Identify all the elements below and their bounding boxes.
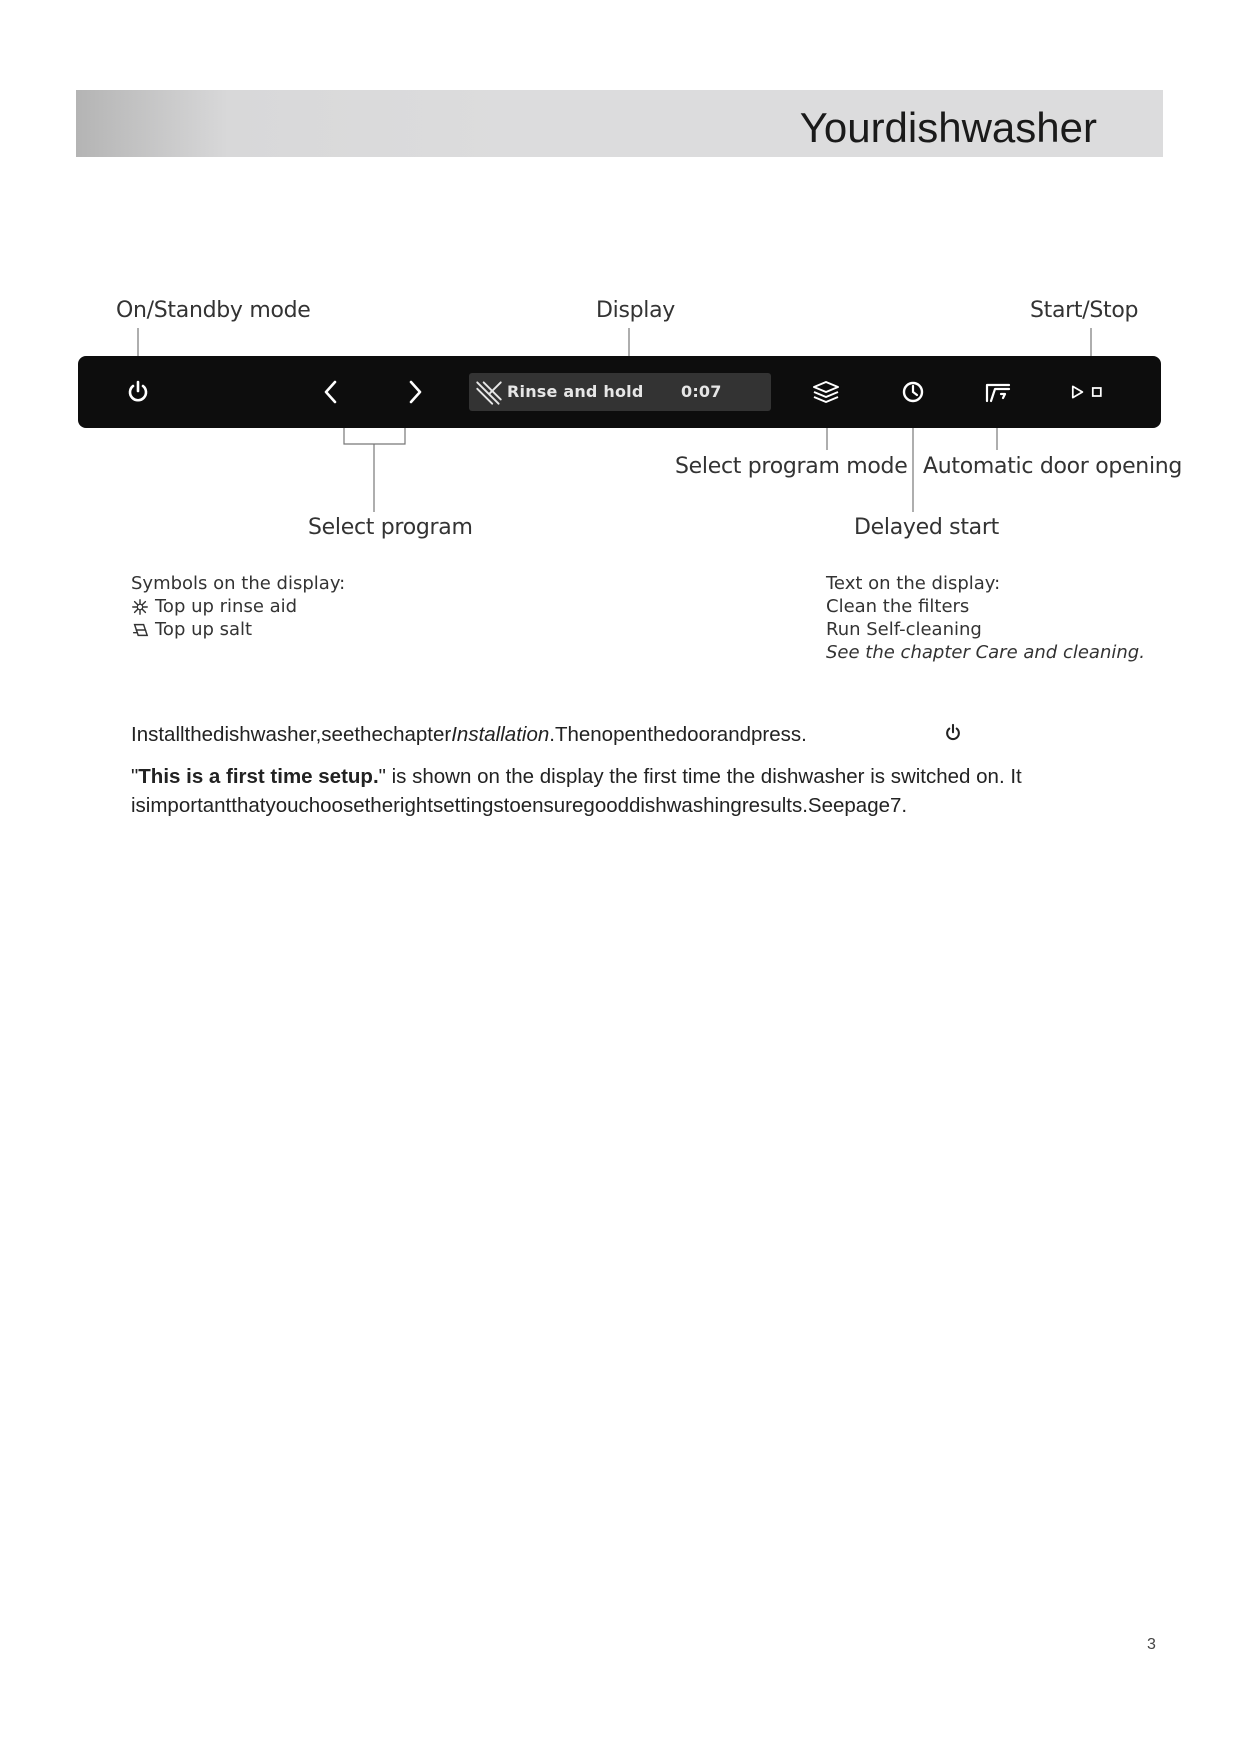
power-icon xyxy=(942,722,964,744)
text-legend-item: Run Self-cleaning xyxy=(826,619,982,640)
chevron-left-icon[interactable] xyxy=(316,377,346,407)
chevron-right-icon[interactable] xyxy=(400,377,430,407)
first-setup-message: This is a first time setup. xyxy=(138,765,379,788)
first-setup-line-1 xyxy=(131,762,1131,791)
display-screen xyxy=(469,373,771,411)
install-prefix: Installthedishwasher,seethechapter xyxy=(131,723,452,746)
callout-delayed-start: Delayed start xyxy=(854,515,999,540)
page-number: 3 xyxy=(1147,1636,1156,1653)
first-setup-rest: " is shown on the display the first time the dishwasher is switched on. It xyxy=(378,765,1022,788)
door-open-icon[interactable] xyxy=(983,377,1013,407)
power-icon[interactable] xyxy=(123,377,153,407)
callout-on-standby: On/Standby mode xyxy=(116,298,311,323)
callout-select-program-mode: Select program mode xyxy=(675,454,908,479)
quote-open: " xyxy=(131,765,139,788)
install-paragraph xyxy=(131,720,1131,749)
callout-start-stop: Start/Stop xyxy=(1030,298,1139,323)
callout-select-program: Select program xyxy=(308,515,473,540)
legend-label-salt: Top up salt xyxy=(155,619,253,640)
program-mode-icon[interactable] xyxy=(808,377,844,407)
callout-display: Display xyxy=(596,298,675,323)
legend-item-salt xyxy=(131,618,345,641)
first-setup-paragraph xyxy=(131,762,1131,820)
install-chapter-ref: Installation xyxy=(451,723,550,746)
clock-icon[interactable] xyxy=(898,377,928,407)
text-legend-item: Clean the filters xyxy=(826,596,970,617)
symbols-legend-heading: Symbols on the display: xyxy=(131,573,346,594)
salt-icon xyxy=(131,621,149,639)
control-panel xyxy=(78,356,1161,428)
first-setup-line-2: isimportantthatyouchoosetherightsettingstoensuregooddishwashingresults.Seepage7. xyxy=(131,794,908,817)
text-legend-heading: Text on the display: xyxy=(826,573,1001,594)
symbols-legend xyxy=(131,572,345,641)
install-suffix: .Thenopenthedoorandpress. xyxy=(549,723,807,746)
rinse-hold-icon xyxy=(473,376,505,408)
page-title: Yourdishwasher xyxy=(799,104,1097,151)
screen-program-name: Rinse and hold xyxy=(507,382,644,401)
screen-time: 0:07 xyxy=(681,382,722,401)
legend-item-rinse-aid xyxy=(131,595,345,618)
callout-automatic-door-opening: Automatic door opening xyxy=(923,454,1183,479)
stop-icon[interactable] xyxy=(1088,377,1112,407)
legend-label-rinse-aid: Top up rinse aid xyxy=(155,596,298,617)
rinse-aid-icon xyxy=(131,598,149,616)
text-legend xyxy=(826,572,1145,664)
control-panel-diagram xyxy=(0,0,1241,700)
text-legend-note: See the chapter Care and cleaning. xyxy=(826,642,1145,663)
